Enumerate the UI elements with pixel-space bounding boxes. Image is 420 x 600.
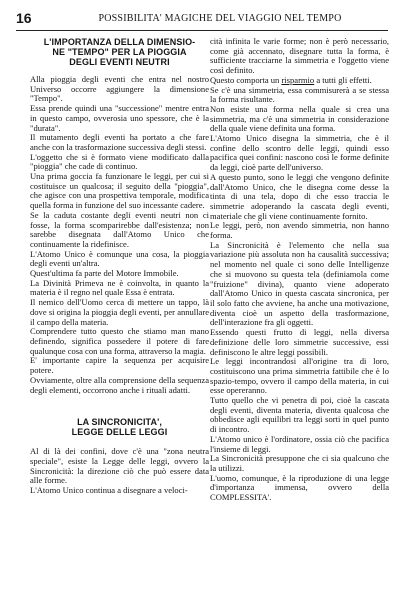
paragraph: L'Atomo Unico disegna la simmetria, che è il confine dello scontro delle leggi, quindi esso pacifica quei confini: nascono così le forme definite da leggi, cioè parte dell'universo. xyxy=(210,133,389,173)
paragraph: Al di là dei confini, dove c'è una "zona neutra speciale", esiste la Legge delle leggi, ovvero la Sincronicità: la direzione ciò che può essere data alle forme. xyxy=(30,446,209,486)
paragraph: E' importante capire la sequenza per acquisire potere. xyxy=(30,355,209,376)
paragraph: L'uomo, comunque, è la riproduzione di una legge d'importanza immensa, ovvero della COMPLESSITA'. xyxy=(210,472,389,503)
paragraph: Le leggi incontrandosi all'origine tra di loro, costituiscono una prima simmetria fattibile che è lo spazio-tempo, ovvero il campo della materia, in cui esse opereranno. xyxy=(210,356,389,396)
paragraph: Alla pioggia degli eventi che entra nel nostro Universo occorre aggiungere la dimensione "Tempo". xyxy=(30,74,209,104)
heading-line: L'IMPORTANZA DELLA DIMENSIO- xyxy=(43,37,196,47)
paragraph: Ovviamente, oltre alla comprensione della sequenza degli elementi, occorrono anche i rituali adatti. xyxy=(30,374,209,395)
paragraph: Essendo questi frutto di leggi, nella diversa definizione delle loro simmetrie successive, essi definiscono le altre leggi possibili. xyxy=(210,327,389,357)
running-title: POSSIBILITA' MAGICHE DEL VIAGGIO NEL TEMPO xyxy=(98,13,342,24)
left-column xyxy=(30,37,209,496)
paragraph: cità infinita le varie forme; non è però necessario, come già accennato, disegnare tutta la forma, è sufficiente tracciarne la simmetria e l'oggetto viene così definito. xyxy=(210,36,389,76)
paragraph: Le leggi, però, non avendo simmetria, non hanno forma. xyxy=(210,220,389,241)
paragraph: Essa prende quindi una "successione" mentre entra in questo campo, ovverosia uno spessore, che è la "durata". xyxy=(30,103,209,133)
paragraph: Comprendere tutto questo che stiamo man mano definendo, significa possedere il potere di fare qualunque cosa con una forma, attraverso la magia. xyxy=(30,326,209,356)
heading-line: NE "TEMPO" PER LA PIOGGIA xyxy=(52,47,187,57)
paragraph: Il mutamento degli eventi ha portato a che fare anche con la trasformazione successiva degli stessi. xyxy=(30,132,209,152)
paragraph: L'Atomo unico è l'ordinatore, ossia ciò che pacifica l'insieme di leggi. xyxy=(210,433,389,454)
paragraph: Questo comporta un risparmio a tutti gli effetti. xyxy=(210,74,372,85)
paragraph: A questo punto, sono le leggi che vengono definite dall'Atomo Unico, che le disegna come desse la tinta di una tela, dopo di che esso traccia le simmetrie adoperando la cascata degli eventi, materiale che gli viene continuamente fornito. xyxy=(210,171,389,221)
paragraph: Tutto quello che vi penetra di poi, cioè la cascata degli eventi, diventa materia, diventa qualcosa che obbedisce agli equilibri tra leggi sorti in quel punto di incontro. xyxy=(210,395,389,435)
right-column xyxy=(210,37,389,503)
paragraph: La Divinità Primeva ne è coinvolta, in quanto la materia è il regno nel quale Essa è entrata. xyxy=(30,277,209,298)
paragraph: L'oggetto che si è formato viene modificato dalla "pioggia" che cade di continuo. xyxy=(30,151,209,172)
paragraph: Una prima goccia fa funzionare le leggi, per cui si costituisce un qualcosa; il seguito della "pioggia", che agisce con una prospettiva temporale, modifica quella forma in funzione del suo incessante cadere. xyxy=(30,171,209,211)
paragraph: Il nemico dell'Uomo cerca di mettere un tappo, là dove si origina la pioggia degli eventi, per annullare il campo della materia. xyxy=(30,297,209,327)
heading-line: LEGGE DELLE LEGGI xyxy=(71,427,168,438)
section-heading-importanza xyxy=(30,37,209,67)
heading-line: LA SINCRONICITA', xyxy=(77,417,162,428)
heading-line: DEGLI EVENTI NEUTRI xyxy=(69,57,170,67)
paragraph: L'Atomo Unico continua a disegnare a veloci- xyxy=(30,485,188,496)
page-number: 16 xyxy=(16,10,32,26)
paragraph: Se c'è una simmetria, essa commisurerà a se stessa la forma risultante. xyxy=(210,84,389,105)
paragraph: L'Atomo Unico è comunque una cosa, la pioggia degli eventi un'altra. xyxy=(30,248,209,269)
paragraph: Non esiste una forma nella quale si crea una simmetria, ma c'è una simmetria in considerazione della quale viene definita una forma. xyxy=(210,103,389,134)
page-header xyxy=(16,8,388,31)
paragraph: La Sincronicità è l'elemento che nella sua variazione più assoluta non ha causalità successiva; nel momento nel quale ci sono delle Intelligenze che si muovono su questa tela (definiamola come "fruizione" divina), quanto viene adoperato dall'Atomo Unico in questa cascata sincronica, per il solo fatto che avviene, ha anche una motivazione, diventa cioè un aspetto della trasformazione, dell'interazione fra gli oggetti. xyxy=(210,239,389,328)
paragraph: La Sincronicità presuppone che ci sia qualcuno che la utilizzi. xyxy=(210,453,389,473)
section-heading-sincronicita xyxy=(30,417,209,437)
paragraph: Se la caduta costante degli eventi neutri non ci fosse, la forma scomparirebbe dall'esistenza; non sarebbe disegnata dall'Atomo Unico che continuamente la ridefinisce. xyxy=(30,209,209,249)
paragraph: Quest'ultima fa parte del Motore Immobile. xyxy=(30,268,179,279)
